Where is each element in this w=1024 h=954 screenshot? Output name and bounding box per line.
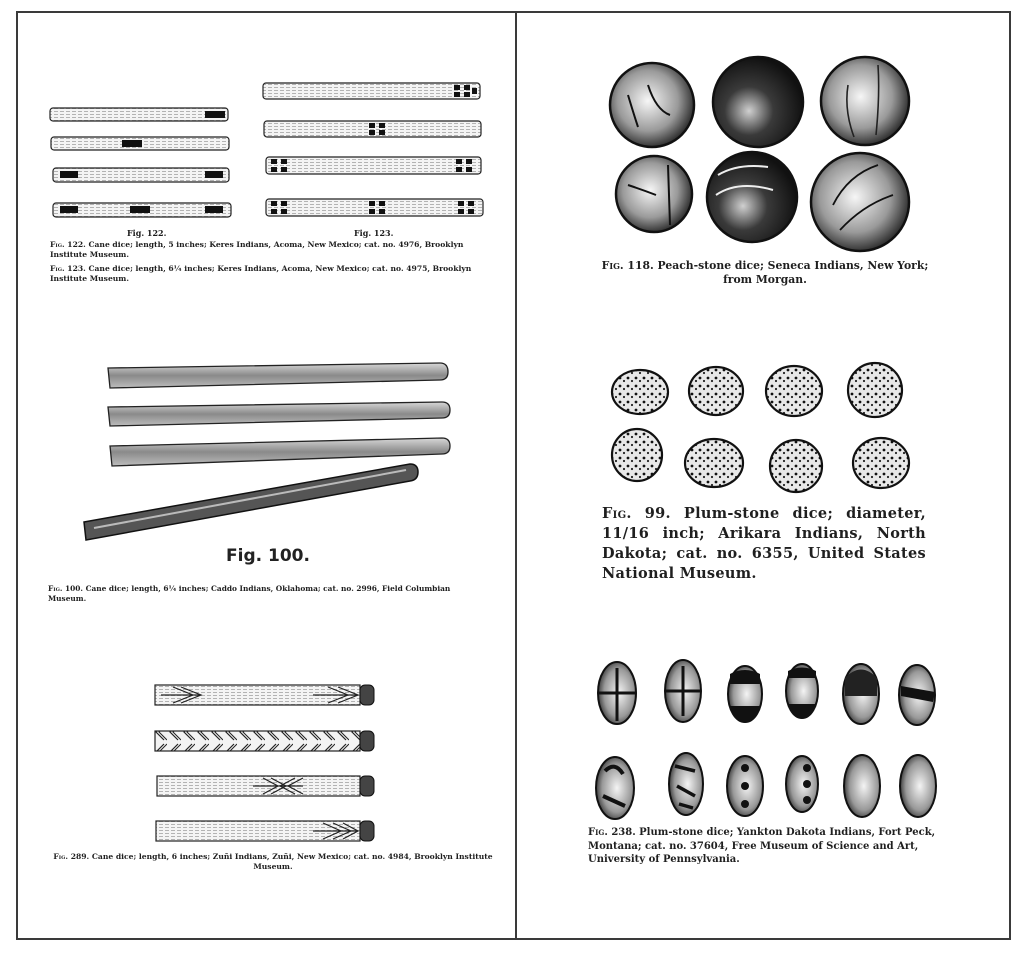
fig118-caption — [600, 259, 930, 287]
fig122-cane-dice-illustration — [48, 104, 233, 224]
fig100-caption-prefix: Fig. 100. — [48, 584, 84, 593]
column-divider — [515, 11, 517, 940]
fig289-cane-dice-illustration — [153, 682, 378, 847]
fig100-caption — [48, 584, 488, 603]
fig100-caption-text: Cane dice; length, 6¼ inches; Caddo Indians, Oklahoma; cat. no. 2996, Field Columbian Museum. — [48, 584, 451, 603]
fig289-caption-prefix: Fig. 289. — [53, 852, 90, 861]
fig123-caption-prefix: Fig. 123. — [50, 264, 86, 273]
fig122-caption — [50, 240, 495, 259]
fig99-caption-text: Plum-stone dice; diameter, 11/16 inch; Arikara Indians, North Dakota; cat. no. 6355, United States National Museum. — [602, 505, 926, 582]
fig123-cane-dice-illustration — [262, 80, 484, 225]
fig100-label: Fig. 100. — [226, 546, 310, 566]
fig289-caption-text: Cane dice; length, 6 inches; Zuñi Indians, Zuñi, New Mexico; cat. no. 4984, Brooklyn Institute Museum. — [91, 852, 493, 871]
fig122-caption-text: Cane dice; length, 5 inches; Keres Indians, Acoma, New Mexico; cat. no. 4976, Brooklyn Institute Museum. — [50, 240, 464, 259]
fig99-plum-stone-dice-illustration — [610, 360, 910, 490]
fig118-caption-text: Peach-stone dice; Seneca Indians, New York; from Morgan. — [657, 259, 929, 286]
fig123-caption-text: Cane dice; length, 6¼ inches; Keres Indians, Acoma, New Mexico; cat. no. 4975, Brooklyn Institute Museum. — [50, 264, 472, 283]
fig238-caption — [588, 826, 958, 867]
fig123-label: Fig. 123. — [354, 228, 394, 238]
fig123-caption — [50, 264, 495, 283]
fig99-caption-prefix: Fig. 99. — [602, 505, 671, 522]
fig100-cane-dice-illustration — [80, 360, 460, 545]
fig238-caption-text: Plum-stone dice; Yankton Dakota Indians, Fort Peck, Montana; cat. no. 37604, Free Museum of Science and Art, University of Pennsylvania. — [588, 827, 936, 865]
fig289-caption — [48, 852, 498, 871]
fig122-label: Fig. 122. — [127, 228, 167, 238]
fig99-caption — [602, 504, 926, 584]
fig238-plum-stone-dice-illustration — [595, 656, 945, 821]
fig118-caption-prefix: Fig. 118. — [601, 259, 654, 272]
fig118-peach-stone-dice-illustration — [608, 55, 918, 255]
fig238-caption-prefix: Fig. 238. — [588, 827, 636, 838]
fig122-caption-prefix: Fig. 122. — [50, 240, 86, 249]
